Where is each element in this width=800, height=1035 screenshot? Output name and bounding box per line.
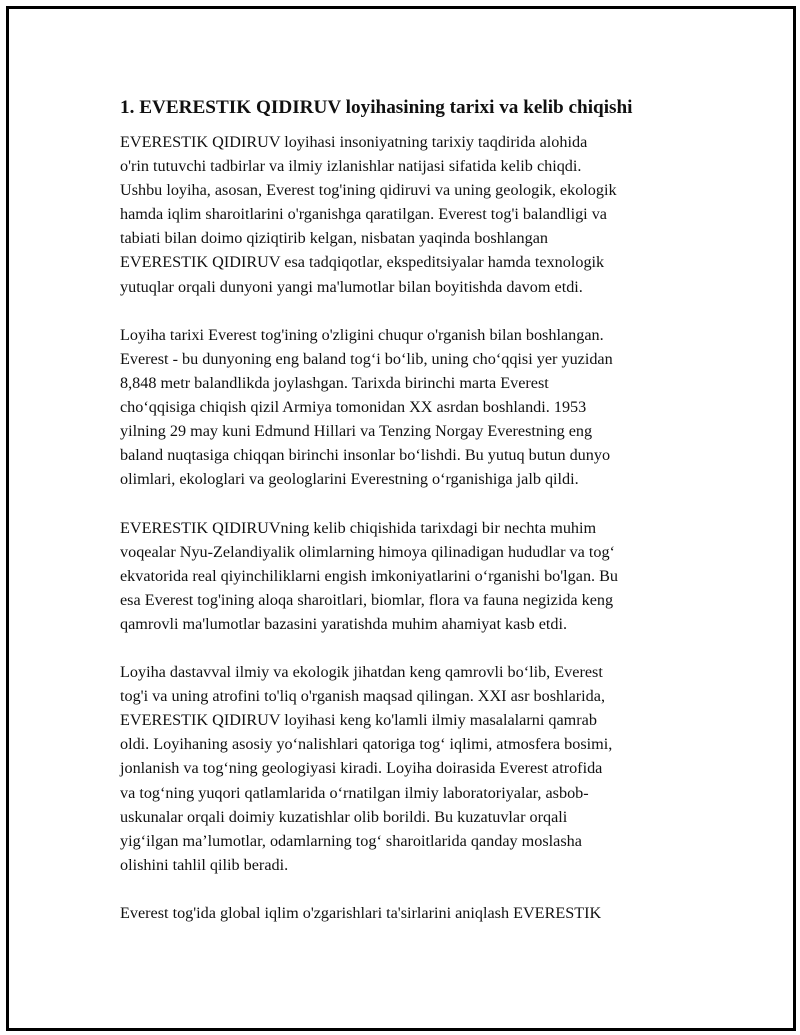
paragraph-list: [120, 130, 685, 925]
paragraph-line: Loyiha tarixi Everest tog'ining o'zligini chuqur o'rganish bilan boshlangan.: [120, 325, 604, 344]
paragraph-line: 8,848 metr balandlikda joylashgan. Tarixda birinchi marta Everest: [120, 373, 549, 392]
paragraph: [120, 901, 685, 925]
paragraph-line: o'rin tutuvchi tadbirlar va ilmiy izlanishlar natijasi sifatida kelib chiqdi.: [120, 157, 582, 176]
paragraph: [120, 516, 685, 636]
paragraph-line: uskunalar orqali doimiy kuzatishlar olib borildi. Bu kuzatuvlar orqali: [120, 807, 568, 826]
paragraph-line: yutuqlar orqali dunyoni yangi ma'lumotlar bilan boyitishda davom etdi.: [120, 277, 583, 296]
paragraph-line: Loyiha dastavval ilmiy va ekologik jihatdan keng qamrovli bo‘lib, Everest: [120, 663, 603, 682]
paragraph-line: tabiati bilan doimo qiziqtirib kelgan, nisbatan yaqinda boshlangan: [120, 229, 548, 248]
paragraph-line: yig‘ilgan ma’lumotlar, odamlarning tog‘ sharoitlarida qanday moslasha: [120, 831, 582, 850]
paragraph-line: cho‘qqisiga chiqish qizil Armiya tomonidan XX asrdan boshlandi. 1953: [120, 398, 587, 417]
paragraph: [120, 660, 685, 877]
paragraph: [120, 323, 685, 492]
document-body: [120, 93, 685, 949]
paragraph-line: jonlanish va tog‘ning geologiyasi kiradi. Loyiha doirasida Everest atrofida: [120, 759, 603, 778]
paragraph-line: va tog‘ning yuqori qatlamlarida o‘rnatilgan ilmiy laboratoriyalar, asbob-: [120, 783, 589, 802]
section-heading: 1. EVERESTIK QIDIRUV loyihasining tarixi va kelib chiqishi: [120, 97, 633, 118]
paragraph-line: yilning 29 may kuni Edmund Hillari va Tenzing Norgay Everestning eng: [120, 422, 593, 441]
paragraph-line: EVERESTIK QIDIRUV loyihasi insoniyatning tarixiy taqdirida alohida: [120, 133, 588, 151]
paragraph-line: baland nuqtasiga chiqqan birinchi insonlar bo‘lishdi. Bu yutuq butun dunyo: [120, 446, 611, 465]
paragraph-line: ekvatorida real qiyinchiliklarni engish imkoniyatlarini o‘rganishi bo'lgan. Bu: [120, 566, 619, 585]
paragraph-line: EVERESTIK QIDIRUVning kelib chiqishida tarixdagi bir nechta muhim: [120, 518, 597, 537]
paragraph-line: tog'i va uning atrofini to'liq o'rganish maqsad qilingan. XXI asr boshlarida,: [120, 687, 606, 706]
paragraph-line: olishini tahlil qilib beradi.: [120, 855, 289, 874]
paragraph-line: hamda iqlim sharoitlarini o'rganishga qaratilgan. Everest tog'i balandligi va: [120, 205, 607, 224]
paragraph-line: oldi. Loyihaning asosiy yo‘nalishlari qatoriga tog‘ iqlimi, atmosfera bosimi,: [120, 735, 613, 754]
paragraph-line: Ushbu loyiha, asosan, Everest tog'ining qidiruvi va uning geologik, ekologik: [120, 181, 617, 200]
paragraph-line: Everest - bu dunyoning eng baland tog‘i bo‘lib, uning cho‘qqisi yer yuzidan: [120, 349, 613, 368]
document-page: [6, 6, 796, 1031]
paragraph-line: voqealar Nyu-Zelandiyalik olimlarning himoya qilinadigan hududlar va tog‘: [120, 542, 615, 561]
paragraph-line: esa Everest tog'ining aloqa sharoitlari, biomlar, flora va fauna negizida keng: [120, 590, 614, 609]
paragraph-line: EVERESTIK QIDIRUV esa tadqiqotlar, ekspeditsiyalar hamda texnologik: [120, 253, 605, 272]
paragraph-line: Everest tog'ida global iqlim o'zgarishlari ta'sirlarini aniqlash EVERESTIK: [120, 904, 602, 922]
paragraph-line: olimlari, ekologlari va geologlarini Everestning o‘rganishiga jalb qildi.: [120, 470, 579, 489]
paragraph-line: EVERESTIK QIDIRUV loyihasi keng ko'lamli ilmiy masalalarni qamrab: [120, 711, 597, 730]
paragraph-line: qamrovli ma'lumotlar bazasini yaratishda muhim ahamiyat kasb etdi.: [120, 614, 568, 633]
paragraph: [120, 130, 685, 299]
